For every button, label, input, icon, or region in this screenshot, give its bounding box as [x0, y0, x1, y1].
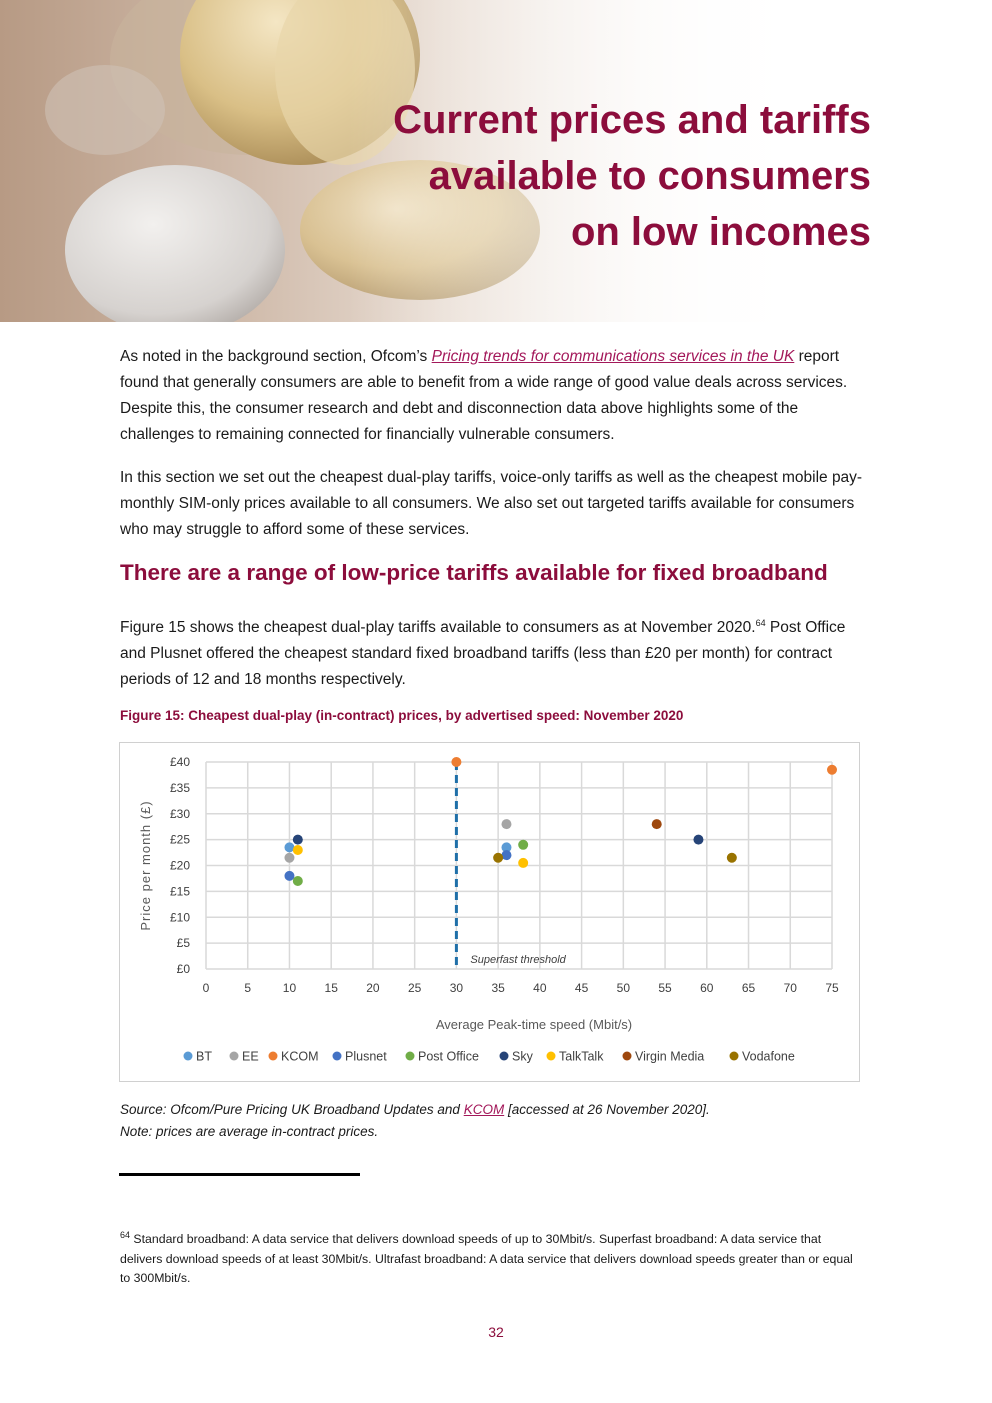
- point-sky: [293, 835, 303, 845]
- scatter-chart: [119, 742, 860, 1082]
- legend-marker-talktalk: [547, 1052, 556, 1061]
- source-line: [120, 1099, 710, 1121]
- x-tick-label: 65: [741, 981, 756, 995]
- point-post-office: [293, 876, 303, 886]
- x-tick-label: 55: [658, 981, 672, 995]
- x-tick-label: 0: [202, 981, 210, 995]
- y-tick-label: £35: [169, 780, 190, 795]
- y-tick-label: £40: [169, 755, 190, 769]
- intro-paragraph: [120, 344, 865, 448]
- legend-label-vodafone: Vodafone: [742, 1049, 795, 1064]
- x-tick-label: 70: [783, 981, 797, 995]
- point-talktalk: [293, 845, 303, 855]
- figure-description-paragraph: [120, 610, 865, 693]
- y-axis-ticks: [170, 755, 190, 976]
- figure-description-start: Figure 15 shows the cheapest dual-play tariffs available to consumers as at November 2020.: [120, 619, 756, 637]
- intro-text-start: As noted in the background section, Ofcom’s: [120, 348, 432, 365]
- kcom-link[interactable]: KCOM: [463, 1102, 505, 1117]
- chart-legend: [184, 1050, 795, 1064]
- figure-source: [120, 1099, 710, 1143]
- point-ee: [284, 853, 294, 863]
- legend-label-bt: BT: [196, 1049, 212, 1064]
- y-axis-label: Price per month (£): [138, 800, 153, 931]
- chart-points: [284, 757, 837, 886]
- x-tick-label: 30: [449, 981, 464, 995]
- title-line-1: Current prices and tariffs: [393, 98, 871, 142]
- point-post-office: [518, 840, 528, 850]
- legend-marker-bt: [184, 1052, 193, 1061]
- section-heading: There are a range of low-price tariffs available for fixed broadband: [120, 560, 828, 585]
- legend-label-kcom: KCOM: [281, 1049, 319, 1064]
- title-line-3: on low incomes: [570, 210, 871, 254]
- x-tick-label: 35: [491, 981, 505, 995]
- legend-marker-kcom: [269, 1052, 278, 1061]
- source-text-start: Source: Ofcom/Pure Pricing UK Broadband Updates and: [120, 1102, 464, 1117]
- legend-label-virgin-media: Virgin Media: [635, 1049, 705, 1064]
- point-kcom: [451, 757, 461, 767]
- point-kcom: [827, 765, 837, 775]
- x-tick-label: 5: [244, 981, 252, 995]
- source-note: Note: prices are average in-contract prices.: [120, 1124, 379, 1139]
- x-tick-label: 60: [700, 981, 714, 995]
- legend-label-sky: Sky: [512, 1049, 533, 1064]
- legend-label-talktalk: TalkTalk: [559, 1049, 604, 1064]
- x-tick-label: 45: [574, 981, 589, 995]
- y-tick-label: £5: [176, 936, 190, 951]
- pricing-trends-link[interactable]: Pricing trends for communications services in the UK: [431, 348, 795, 365]
- x-tick-label: 25: [407, 981, 422, 995]
- x-tick-label: 40: [533, 981, 547, 995]
- x-tick-label: 20: [366, 981, 380, 995]
- y-tick-label: £0: [176, 962, 190, 976]
- x-tick-label: 15: [324, 981, 338, 995]
- x-tick-label: 10: [282, 981, 297, 995]
- section-intro-paragraph: In this section we set out the cheapest dual-play tariffs, voice-only tariffs as well as the cheapest mobile pay-monthly SIM-only prices available to all consumers. We also set out targeted tariffs available for consumers who may struggle to afford some of these services.: [120, 469, 863, 538]
- point-plusnet: [284, 871, 294, 881]
- x-tick-label: 75: [825, 981, 839, 995]
- y-tick-label: £25: [169, 832, 190, 847]
- figure-description-end: Post Office and Plusnet offered the cheapest standard fixed broadband tariffs (less than £20 per month) for contract periods of 12 and 18 months respectively.: [120, 619, 846, 689]
- point-sky: [693, 835, 703, 845]
- figure-caption: Figure 15: Cheapest dual-play (in-contract) prices, by advertised speed: November 2020: [120, 708, 684, 723]
- legend-marker-vodafone: [730, 1052, 739, 1061]
- legend-label-plusnet: Plusnet: [345, 1049, 387, 1064]
- legend-marker-sky: [500, 1052, 509, 1061]
- chart-canvas: [120, 743, 859, 1081]
- y-tick-label: £30: [169, 806, 190, 821]
- superfast-threshold-label: Superfast threshold: [470, 954, 566, 966]
- legend-marker-post-office: [406, 1052, 415, 1061]
- point-virgin-media: [652, 819, 662, 829]
- header-banner: [0, 0, 992, 322]
- footnote: [120, 1226, 860, 1289]
- legend-marker-virgin-media: [623, 1052, 632, 1061]
- point-vodafone: [493, 853, 503, 863]
- x-axis-ticks: [203, 981, 839, 995]
- title-line-2: available to consumers: [428, 154, 871, 198]
- y-tick-label: £10: [169, 910, 190, 925]
- legend-label-ee: EE: [242, 1049, 259, 1064]
- footnote-reference[interactable]: 64: [755, 618, 766, 628]
- legend-marker-plusnet: [333, 1052, 342, 1061]
- intro-text-end: report found that generally consumers are able to benefit from a wide range of good value deals across services. Despite this, the consumer research and debt and disconnection data above highlights some of the challenges to remaining connected for financially vulnerable consumers.: [120, 348, 848, 443]
- page-title: [271, 92, 871, 260]
- footnote-text: Standard broadband: A data service that delivers download speeds of up to 30Mbit/s. Superfast broadband: A data service that delivers download speeds of at least 30Mbit/s. Ultrafast broadband: A data service that delivers download speeds greater than or equal to 300Mbit/s.: [120, 1232, 853, 1286]
- page-number: 32: [488, 1324, 504, 1340]
- legend-marker-ee: [230, 1052, 239, 1061]
- x-tick-label: 50: [616, 981, 631, 995]
- y-tick-label: £15: [169, 884, 190, 899]
- footnote-number: 64: [120, 1230, 131, 1240]
- point-vodafone: [727, 853, 737, 863]
- source-text-end: [accessed at 26 November 2020].: [504, 1102, 710, 1117]
- x-axis-label: Average Peak-time speed (Mbit/s): [435, 1017, 633, 1032]
- legend-label-post-office: Post Office: [418, 1049, 479, 1064]
- point-talktalk: [518, 858, 528, 868]
- point-ee: [501, 819, 511, 829]
- y-tick-label: £20: [169, 858, 190, 873]
- footnote-divider: [119, 1173, 360, 1176]
